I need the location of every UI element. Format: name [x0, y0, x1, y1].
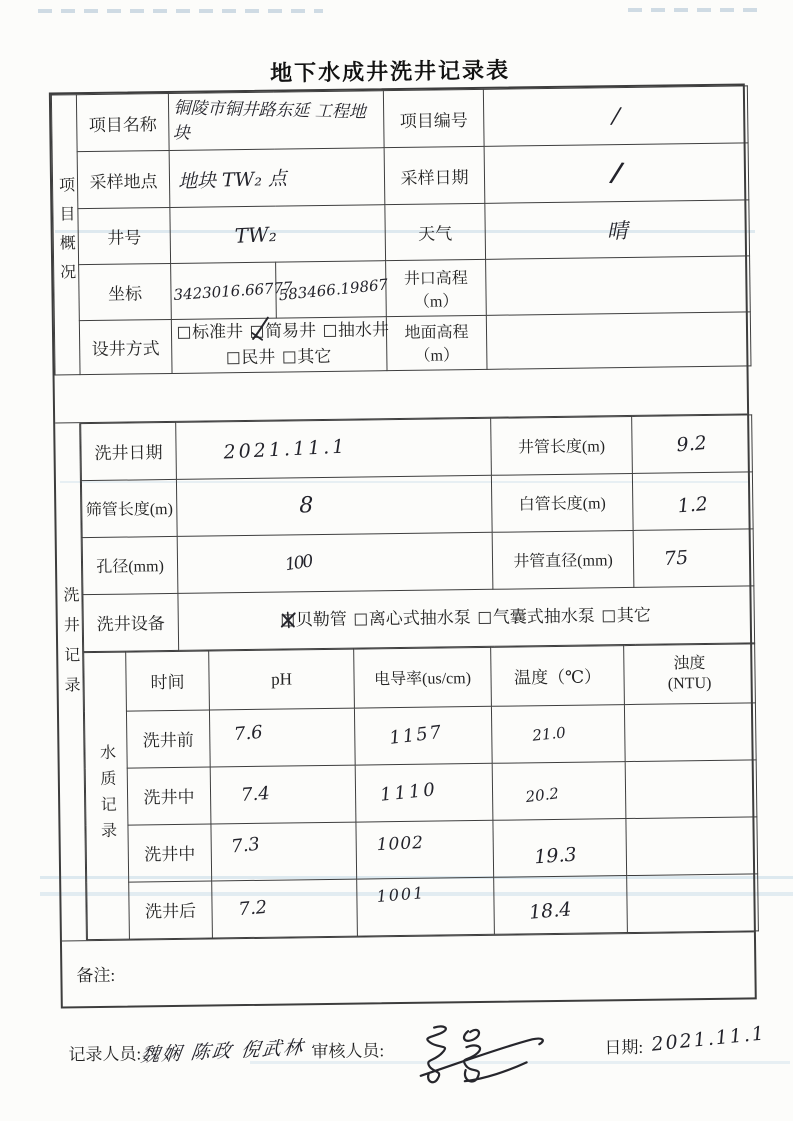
- section-label-project-overview: 项目概况: [51, 95, 80, 375]
- checkbox-icon: [178, 327, 190, 339]
- option-label: 其它: [616, 605, 651, 625]
- coordinates-label: 坐标: [79, 263, 172, 320]
- form-title: 地下水成井洗井记录表: [269, 58, 511, 87]
- ground-elevation-value: [486, 312, 751, 369]
- wellhead-elevation-label: 井口高程（m）: [386, 259, 487, 316]
- option-bailer: [282, 609, 347, 629]
- handwriting: 9.2: [676, 431, 708, 457]
- section-label-text: 洗井记录: [60, 586, 80, 707]
- well-washing-section: [55, 413, 754, 940]
- handwriting: 7.2: [237, 896, 269, 921]
- wq-header-conductivity: 电导率(us/cm): [354, 647, 492, 708]
- well-number-value: [170, 205, 386, 264]
- option-pumping-well: [324, 320, 389, 340]
- bore-diameter-label: 孔径(mm): [82, 536, 178, 594]
- wq-temperature-value: [491, 704, 625, 763]
- remarks-label: 备注:: [76, 965, 116, 985]
- wq-header-turbidity: [624, 644, 756, 705]
- washing-date-label: 洗井日期: [81, 422, 177, 480]
- handwriting: 8: [299, 493, 314, 519]
- option-line: [181, 601, 752, 635]
- table-row: [84, 703, 756, 769]
- option-label: 民井: [241, 347, 276, 368]
- project-number-label: 项目编号: [383, 89, 484, 147]
- option-other-well: [283, 347, 331, 367]
- well-washing-params-table: [80, 414, 755, 652]
- handwriting: TW₂: [234, 221, 278, 248]
- handwriting: 晴: [606, 218, 629, 244]
- wq-header-turbidity-line2: (NTU): [667, 674, 712, 693]
- casing-length-value: [632, 415, 753, 474]
- well-number-label: 井号: [78, 207, 171, 264]
- weather-label: 天气: [385, 203, 486, 260]
- checkbox-icon: [479, 611, 491, 623]
- checkbox-icon: [283, 352, 295, 364]
- recorder-signatures: 魏娴 陈政 倪武林: [139, 1036, 306, 1067]
- wq-conductivity-value: [354, 706, 492, 765]
- handwriting: 1.2: [677, 492, 710, 518]
- option-label: 标准井: [191, 322, 244, 342]
- wq-ph-value: [211, 822, 357, 881]
- reviewer-label: 审核人员:: [311, 1041, 385, 1062]
- coordinate-x-value: [171, 262, 294, 319]
- handwriting: 20.2: [524, 783, 560, 806]
- option-label: 气囊式抽水泵: [492, 605, 595, 627]
- wq-temperature-value: [493, 818, 627, 877]
- wq-ph-value: [210, 765, 356, 824]
- casing-length-label: 井管长度(m): [491, 416, 633, 475]
- wq-row-time: 洗井中: [128, 824, 212, 882]
- blank-pipe-length-value: [632, 472, 753, 531]
- handwriting: 75: [663, 546, 689, 570]
- wq-header-ph: pH: [209, 649, 355, 710]
- wq-header-temperature: 温度（℃）: [491, 645, 625, 706]
- handwriting: 100: [283, 551, 313, 575]
- option-label: 抽水井: [337, 320, 390, 340]
- checkbox-checked-icon: [282, 614, 294, 626]
- option-label: 贝勒管: [295, 609, 347, 629]
- table-row: [86, 817, 758, 883]
- handwriting: /: [611, 103, 621, 129]
- well-setup-method-label: 设井方式: [79, 319, 172, 374]
- well-washing-content: [80, 414, 754, 940]
- bore-diameter-value: [177, 532, 493, 593]
- handwriting: 21.0: [531, 723, 567, 745]
- handwriting: 铜陵市铜井路东延 工程地块: [172, 98, 367, 144]
- wq-conductivity-value: [357, 877, 495, 936]
- wq-row-time: 洗井前: [126, 710, 210, 768]
- option-simple-well: [251, 321, 316, 341]
- wq-turbidity-value: [625, 760, 757, 819]
- checkbox-icon: [227, 352, 239, 364]
- section-label-water-quality: 水质记录: [84, 652, 130, 940]
- option-bladder-pump: [479, 606, 595, 627]
- wq-ph-value: [209, 708, 355, 767]
- recorder-label: 记录人员:: [68, 1044, 142, 1065]
- option-standard-well: [178, 322, 243, 342]
- option-label: 离心式抽水泵: [368, 607, 471, 628]
- option-label: 其它: [297, 347, 332, 367]
- wq-header-turbidity-line1: 浊度: [673, 654, 706, 673]
- wq-turbidity-value: [624, 703, 756, 762]
- wq-header-time: 时间: [126, 651, 210, 711]
- well-setup-method-options: [171, 317, 390, 373]
- handwriting: 583466.19867: [277, 274, 389, 304]
- sampling-location-value: [169, 148, 385, 208]
- water-quality-table: [83, 643, 759, 940]
- ground-elevation-label: 地面高程（m）: [386, 315, 487, 370]
- weather-value: [485, 200, 750, 259]
- handwriting: 3423016.66777: [172, 277, 294, 304]
- project-overview-table: [51, 85, 752, 375]
- equipment-label: 洗井设备: [83, 593, 179, 651]
- remarks-row: [62, 931, 755, 1006]
- screen-length-label: 筛管长度(m): [81, 479, 177, 537]
- checkbox-checked-icon: [251, 326, 263, 338]
- handwriting: 2021.11.1: [223, 435, 348, 464]
- sampling-date-label: 采样日期: [384, 146, 485, 204]
- handwriting: 7.4: [240, 783, 271, 807]
- checkbox-icon: [355, 613, 367, 625]
- handwriting: /: [610, 157, 623, 189]
- project-name-label: 项目名称: [76, 93, 169, 151]
- casing-diameter-value: [633, 529, 754, 588]
- reviewer-signature: [404, 1018, 565, 1092]
- wq-temperature-value: [494, 875, 628, 934]
- option-line: [174, 344, 384, 373]
- sampling-date-value: [484, 143, 749, 203]
- coordinate-y-value: [276, 261, 387, 318]
- option-line: [174, 317, 390, 346]
- option-label: 简易井: [264, 321, 317, 341]
- option-civil-well: [227, 348, 275, 368]
- project-name-value: [168, 91, 384, 151]
- wq-turbidity-value: [627, 874, 759, 933]
- wq-row-time: 洗井后: [129, 881, 213, 939]
- handwriting: 1002: [376, 832, 425, 855]
- wq-conductivity-value: [355, 763, 493, 822]
- equipment-options: [178, 586, 755, 651]
- checkbox-icon: [603, 610, 615, 622]
- record-table: [49, 83, 757, 1008]
- handwriting: 18.4: [528, 898, 573, 924]
- option-centrifugal-pump: [355, 608, 471, 629]
- washing-date-value: [176, 418, 492, 479]
- handwriting: 7.3: [230, 833, 261, 858]
- blank-pipe-length-label: 白管长度(m): [491, 473, 633, 532]
- handwriting: 1001: [375, 882, 426, 906]
- casing-diameter-label: 井管直径(mm): [492, 530, 634, 589]
- wq-row-time: 洗井中: [127, 767, 211, 825]
- sampling-location-label: 采样地点: [77, 150, 170, 208]
- table-row: [85, 760, 757, 826]
- checkbox-icon: [324, 325, 336, 337]
- wq-temperature-value: [492, 761, 626, 820]
- option-other-equipment: [603, 605, 651, 625]
- date-label: 日期:: [604, 1037, 644, 1058]
- table-row: [87, 874, 759, 940]
- handwriting: 19.3: [533, 843, 578, 869]
- handwriting: 7.6: [233, 722, 264, 746]
- handwriting: 1110: [379, 779, 439, 806]
- project-number-value: [483, 86, 748, 146]
- date-value: 2021.11.1: [650, 1022, 767, 1056]
- screen-length-value: [176, 475, 492, 536]
- wq-ph-value: [212, 879, 358, 938]
- wq-turbidity-value: [626, 817, 758, 876]
- wq-conductivity-value: [356, 820, 494, 879]
- handwriting: 地块 TW₂ 点: [177, 167, 288, 193]
- wellhead-elevation-value: [486, 256, 751, 315]
- handwriting: 1157: [388, 721, 445, 750]
